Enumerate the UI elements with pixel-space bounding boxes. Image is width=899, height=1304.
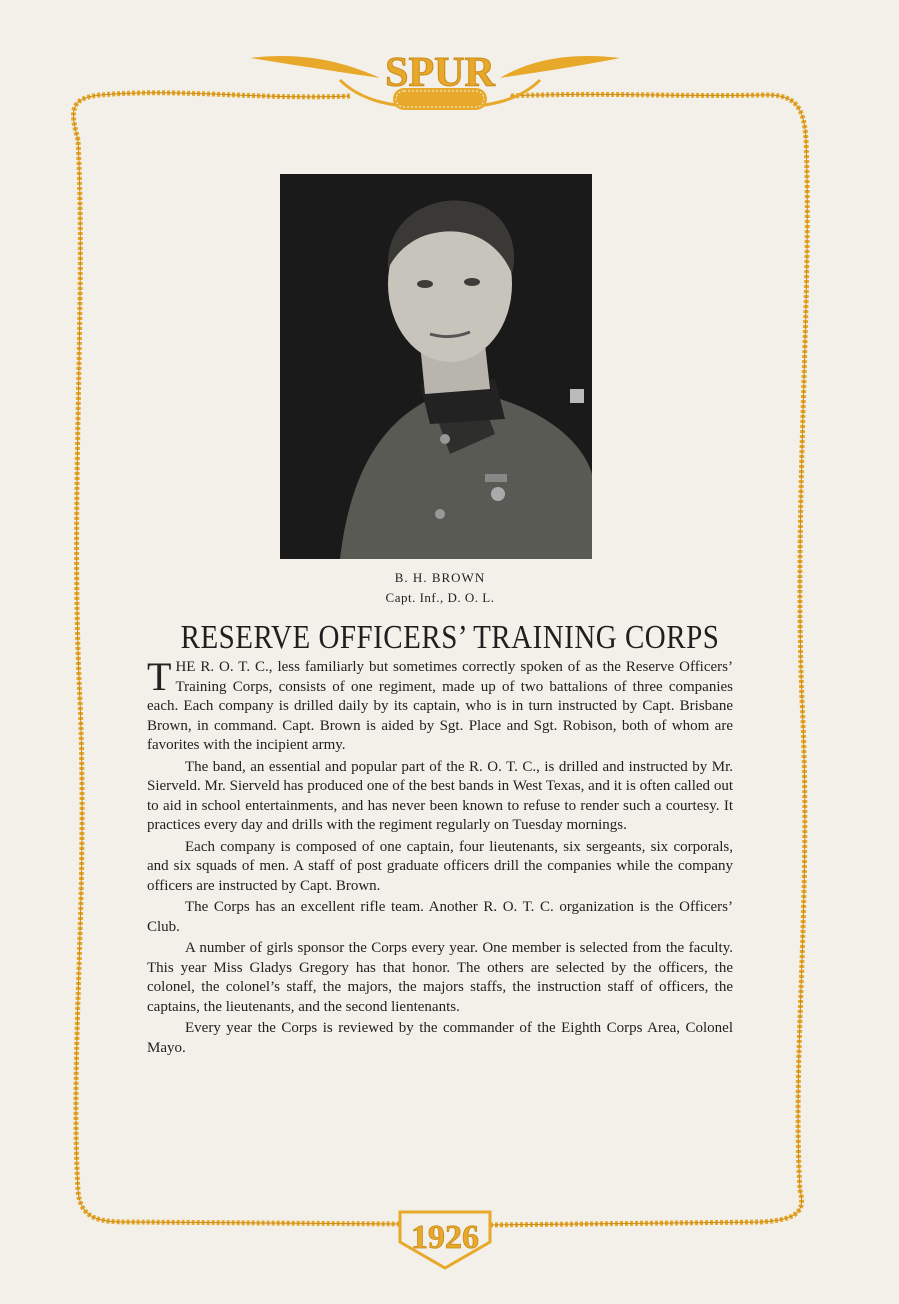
photo-caption-rank: Capt. Inf., D. O. L.	[385, 590, 495, 605]
paragraph-1-text: HE R. O. T. C., less familiarly but sometimes correctly spoken of as the Reserve Officers’ Training Corps, consists of one regiment, made up of two battalions of three companies each. Each company is drilled daily by its captain, who is in turn instructed by Capt. Brisbane Brown, in command. Capt. Brown is aided by Sgt. Place and Sgt. Robison, both of whom are favorites with the incipient army.	[147, 659, 733, 753]
paragraph-3: Each company is composed of one captain, four lieutenants, six sergeants, six corporals, and six squads of men. A staff of post graduate officers drill the companies while the company officers are instructed by Capt. Brown.	[147, 838, 733, 894]
article-heading: RESERVE OFFICERS’ TRAINING CORPS	[180, 619, 720, 656]
paragraph-1	[147, 654, 733, 756]
paragraph-6: Every year the Corps is reviewed by the commander of the Eighth Corps Area, Colonel Mayo.	[147, 1020, 733, 1056]
portrait-photo-icon	[280, 174, 592, 559]
article-body	[147, 654, 733, 1060]
header-title: SPUR	[385, 50, 495, 96]
portrait-photo	[280, 174, 592, 559]
photo-caption-name: B. H. BROWN	[394, 570, 486, 585]
paragraph-5: A number of girls sponsor the Corps every year. One member is selected from the faculty. This year Miss Gladys Gregory has that honor. The others are selected by the officers, the colonel, the colonel’s staff, the majors, the majors staffs, the instruction staff of officers, the captains, the lieutenants, and the second lientenants.	[147, 940, 733, 1015]
paragraph-4: The Corps has an excellent rifle team. Another R. O. T. C. organization is the Officers’ Club.	[147, 899, 733, 935]
paragraph-2: The band, an essential and popular part of the R. O. T. C., is drilled and instructed by Mr. Sierveld. Mr. Sierveld has produced one of the best bands in West Texas, and it is often called out to aid in school entertainments, and has never been known to refuse to render such a courtesy. It practices every day and drills with the regiment regularly on Tuesday mornings.	[147, 758, 733, 833]
footer-year: 1926	[411, 1219, 479, 1256]
dropcap-letter: T	[147, 654, 172, 699]
